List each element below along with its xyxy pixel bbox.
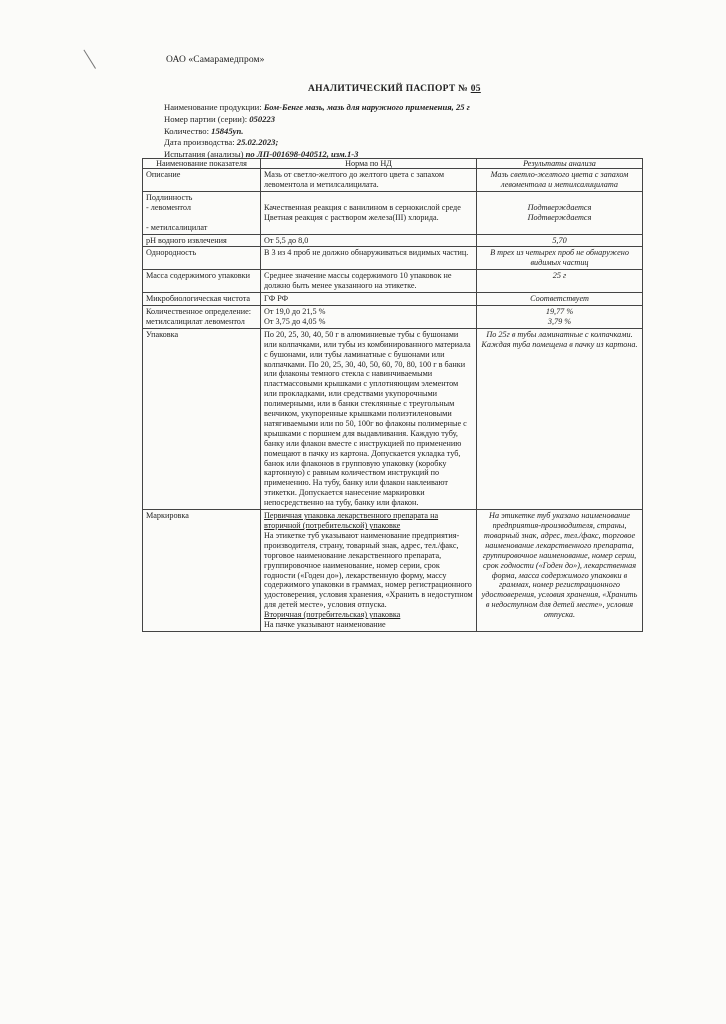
scan-pen-mark [83, 41, 109, 69]
row-description-result: Мазь светло-желтого цвета с запахом левоментола и метилсалицилата [477, 169, 643, 192]
meta-tests-value: по ЛП-001698-040512, изм.1-3 [245, 149, 359, 160]
meta-quantity [164, 126, 470, 138]
assay-norm-1: От 19,0 до 21,5 % [264, 306, 326, 316]
row-microbio-name: Микробиологическая чистота [143, 293, 261, 306]
marking-text-secondary: На пачке указывают наименование [264, 620, 386, 630]
table-row [143, 234, 643, 247]
row-assay-result [477, 305, 643, 328]
row-uniformity-result: В трех из четырех проб не обнаружено видимых частиц [477, 247, 643, 270]
assay-result-1: 19,77 % [545, 306, 574, 316]
table-row [143, 247, 643, 270]
meta-product-value: Бом-Бенге мазь, мазь для наружного применения, 25 г [263, 102, 470, 112]
authenticity-levomenthol: - левоментол [146, 202, 191, 212]
authenticity-result-2: Подтверждается [527, 212, 592, 222]
table-row [143, 328, 643, 509]
table-row [143, 305, 643, 328]
row-ph-result: 5,70 [477, 234, 643, 247]
organization-name: ОАО «Самарамедпром» [166, 55, 265, 65]
authenticity-title: Подлинность [146, 192, 193, 202]
marking-heading-primary: Первичная упаковка лекарственного препарата на вторичной (потребительской) упаковке [264, 511, 439, 530]
row-mass-name: Масса содержимого упаковки [143, 270, 261, 293]
marking-text-primary: На этикетке туб указывают наименование предприятия-производителя, страну, товарный знак, адрес, тел./факс, торговое наименование лекарственного препарата, группировочное наименование, номер серии, срок годности («Годен до»), лекарственную форму, массу содержимого упаковки в граммах, номер регистрационного удостоверения, условия хранения, «Хранить в недоступном для детей месте», условия отпуска. [264, 530, 473, 610]
document-title [308, 84, 481, 94]
marking-heading-secondary: Вторичная (потребительская) упаковка [264, 610, 401, 620]
title-text: АНАЛИТИЧЕСКИЙ ПАСПОРТ № [308, 84, 469, 94]
meta-date-label: Дата производства: [164, 137, 235, 148]
row-description-norm: Мазь от светло-желтого до желтого цвета с запахом левоментола и метилсалицилата. [261, 169, 477, 192]
authenticity-methylsalicylate: - метилсалицилат [146, 222, 208, 232]
product-meta [164, 102, 470, 161]
row-authenticity-result [477, 191, 643, 234]
table-row [143, 510, 643, 632]
row-authenticity-norm [261, 191, 477, 234]
row-ph-norm: От 5,5 до 8,0 [261, 234, 477, 247]
row-marking-name: Маркировка [143, 510, 261, 632]
assay-norm-2: От 3,75 до 4,05 % [264, 316, 326, 326]
header-result: Результаты анализа [477, 159, 643, 169]
row-microbio-norm: ГФ РФ [261, 293, 477, 306]
row-ph-name: pH водного извлечения [143, 234, 261, 247]
meta-tests-label: Испытания (анализы) [164, 149, 244, 160]
meta-product-label: Наименование продукции: [164, 102, 262, 112]
row-assay-norm [261, 305, 477, 328]
authenticity-norm-1: Качественная реакция с ванилином в сернокислой среде [264, 202, 461, 212]
meta-batch-value: 050223 [249, 113, 276, 124]
row-uniformity-name: Однородность [143, 247, 261, 270]
row-packaging-name: Упаковка [143, 328, 261, 509]
spacer [146, 213, 257, 223]
passport-number: 05 [470, 84, 481, 94]
row-marking-norm [261, 510, 477, 632]
row-microbio-result: Соответствует [477, 293, 643, 306]
row-authenticity-name [143, 191, 261, 234]
row-mass-norm: Среднее значение массы содержимого 10 упаковок не должно быть менее указанного на этикетке. [261, 270, 477, 293]
row-packaging-result: По 25г в тубы ламинатные с колпачками. Каждая туба помещена в пачку из картона. [477, 328, 643, 509]
row-assay-name: Количественное определение: метилсалицилат левоментол [143, 305, 261, 328]
table-row [143, 169, 643, 192]
table-row [143, 191, 643, 234]
table-row [143, 293, 643, 306]
row-packaging-norm: По 20, 25, 30, 40, 50 г в алюминиевые тубы с бушонами или колпачками, или тубы из комбинированного материала с бушонами, или тубы ламинатные с бушонами или колпачками. По 20, 25, 30, 40, 50, 60, 70, 80, 100 г в банки или флаконы темного стекла с навинчиваемыми пластмассовыми крышками с уплотняющим элементом или прокладками, или средствами укупорочными полимерными, или в банки стеклянные с треугольным венчиком, укупоренные крышками полиэтиленовыми натягиваемыми или по 50, 100г во флаконы полимерные с крышками с поршнем для выдавливания. Каждую тубу, банку или флакон вместе с инструкцией по применению помещают в пачку из картона. Допускается укладка туб, банок или флаконов в групповую упаковку (коробку картонную) с равным количеством инструкций по применению. На тубу, банку или флакон наклеивают этикетки. Допускается нанесение маркировки непосредственно на тубу, банку или флакон. [261, 328, 477, 509]
table-header-row [143, 159, 643, 169]
assay-result-2: 3,79 % [547, 316, 572, 326]
analysis-table [142, 158, 643, 632]
row-uniformity-norm: В 3 из 4 проб не должно обнаруживаться видимых частиц. [261, 247, 477, 270]
meta-date-value: 25.02.2023; [236, 137, 279, 148]
meta-batch-label: Номер партии (серии): [164, 113, 248, 124]
authenticity-norm-2: Цветная реакция с раствором железа(III) хлорида. [264, 212, 439, 222]
row-description-name: Описание [143, 169, 261, 192]
meta-batch [164, 114, 470, 126]
meta-product [164, 102, 470, 114]
row-mass-result: 25 г [477, 270, 643, 293]
table-row [143, 270, 643, 293]
row-marking-result: На этикетке туб указано наименование предприятия-производителя, страны, товарный знак, адрес, тел./факс, торговое наименование лекарственного препарата, группировочное наименование, номер серии, срок годности («Годен до»), лекарственная форма, масса содержимого упаковки в граммах, номер регистрационного удостоверения, условия хранения, «Хранить в недоступном для детей месте», условия отпуска. [477, 510, 643, 632]
meta-date [164, 137, 470, 149]
meta-quantity-value: 15845уп. [211, 125, 244, 136]
meta-quantity-label: Количество: [164, 125, 209, 136]
header-indicator: Наименование показателя [143, 159, 261, 169]
spacer [264, 193, 473, 203]
header-norm: Норма по НД [261, 159, 477, 169]
authenticity-result-1: Подтверждается [527, 202, 592, 212]
